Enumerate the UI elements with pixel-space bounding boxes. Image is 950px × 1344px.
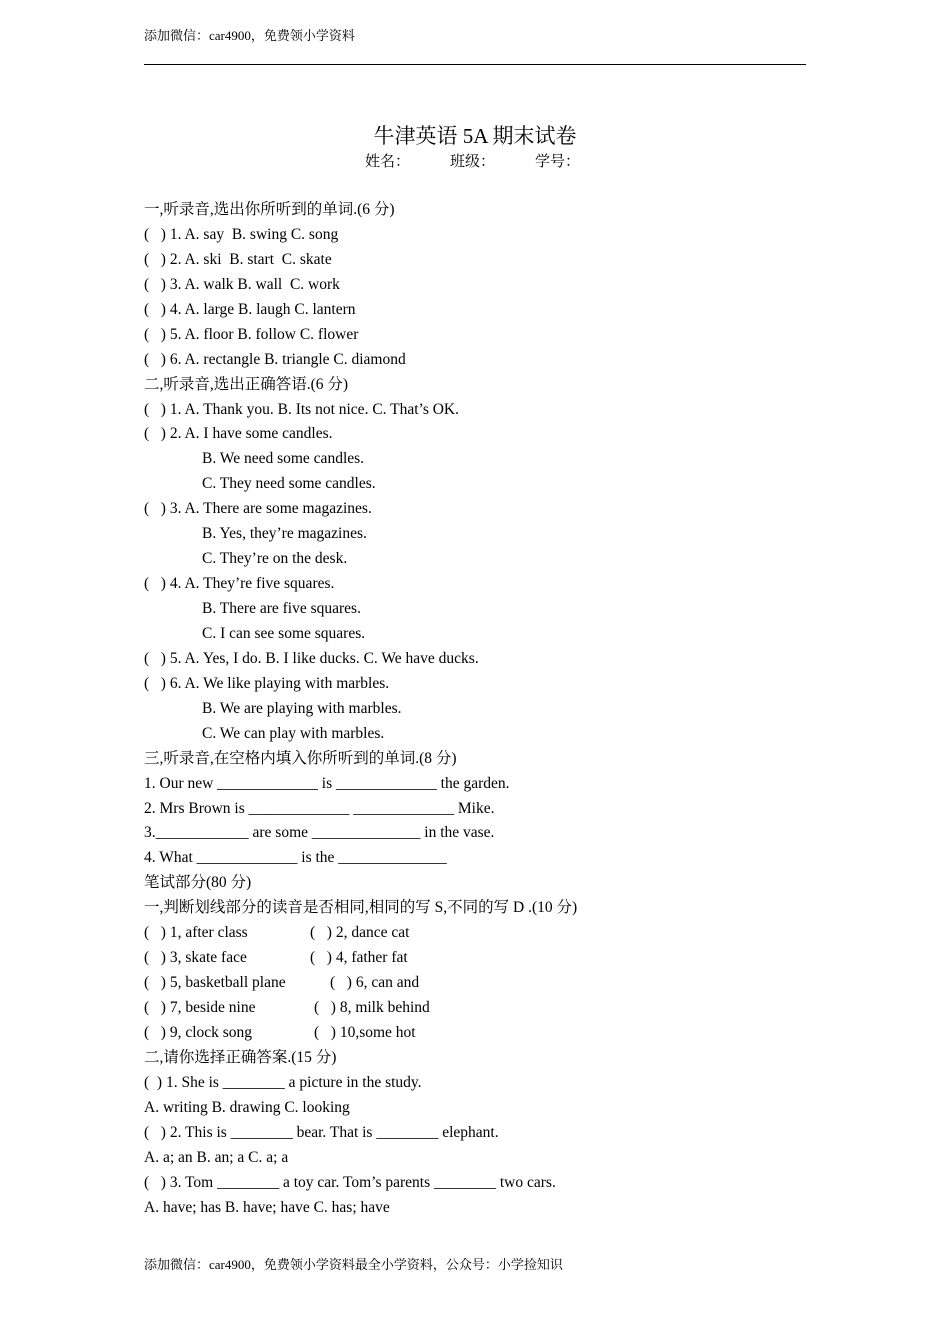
page-title: 牛津英语 5A 期末试卷 (373, 124, 577, 148)
question-line: ( ) 2. A. ski B. start C. skate (144, 250, 332, 268)
class-label: 班级： (450, 154, 496, 170)
judge-row (144, 946, 824, 971)
section-heading: 笔试部分(80 分) (144, 874, 252, 892)
student-info-line (365, 151, 580, 173)
question-line: ( ) 4. A. large B. laugh C. lantern (144, 300, 356, 318)
option-line: C. They’re on the desk. (202, 550, 348, 568)
section-heading: 三,听录音,在空格内填入你所听到的单词.(8 分) (144, 749, 457, 767)
fill-blank-line: 2. Mrs Brown is _____________ _____________ Mike. (144, 799, 495, 817)
judge-row (144, 921, 824, 946)
fill-blank-line: 4. What _____________ is the ______________ (144, 849, 447, 867)
judge-item: ( ) 4, father fat (310, 949, 408, 967)
page-footer: 添加微信：car4900，免费领小学资料最全小学资料，公众号：小学捡知识 (144, 1257, 563, 1272)
section-heading: 一,判断划线部分的读音是否相同,相同的写 S,不同的写 D .(10 分) (144, 899, 578, 917)
number-label: 学号： (535, 154, 581, 170)
options-line: A. a; an B. an; a C. a; a (144, 1148, 289, 1166)
exam-body (144, 198, 824, 1220)
page-header: 添加微信：car4900，免费领小学资料 (144, 28, 355, 43)
option-line: B. We need some candles. (202, 450, 365, 468)
question-line: ( ) 6. A. rectangle B. triangle C. diamond (144, 350, 406, 368)
options-line: A. writing B. drawing C. looking (144, 1098, 350, 1116)
question-line: ( ) 2. This is ________ bear. That is ________ elephant. (144, 1123, 499, 1141)
option-line: B. We are playing with marbles. (202, 699, 402, 717)
section-heading: 一,听录音,选出你所听到的单词.(6 分) (144, 201, 395, 218)
judge-item: ( ) 6, can and (330, 974, 420, 992)
question-line: ( ) 4. A. They’re five squares. (144, 575, 335, 593)
option-line: C. I can see some squares. (202, 624, 366, 642)
question-line: ( ) 1. She is ________ a picture in the study. (144, 1073, 422, 1091)
question-line: ( ) 2. A. I have some candles. (144, 425, 333, 443)
judge-item: ( ) 8, milk behind (314, 999, 430, 1016)
fill-blank-line: 3.____________ are some ______________ in the vase. (144, 824, 495, 842)
question-line: ( ) 3. Tom ________ a toy car. Tom’s parents ________ two cars. (144, 1173, 556, 1191)
judge-row (144, 996, 824, 1021)
option-line: C. We can play with marbles. (202, 724, 385, 742)
question-line: ( ) 1. A. say B. swing C. song (144, 225, 339, 243)
question-line: ( ) 5. A. floor B. follow C. flower (144, 325, 359, 343)
name-label: 姓名： (365, 154, 411, 170)
section-heading: 二,听录音,选出正确答语.(6 分) (144, 375, 349, 393)
judge-item: ( ) 7, beside nine (144, 999, 256, 1016)
question-line: ( ) 3. A. walk B. wall C. work (144, 275, 340, 293)
judge-item: ( ) 9, clock song (144, 1023, 253, 1041)
options-line: A. have; has B. have; have C. has; have (144, 1198, 390, 1216)
option-line: B. There are five squares. (202, 600, 361, 617)
judge-row (144, 971, 824, 996)
option-line: B. Yes, they’re magazines. (202, 525, 367, 543)
question-line: ( ) 3. A. There are some magazines. (144, 500, 372, 518)
question-line: ( ) 5. A. Yes, I do. B. I like ducks. C. We have ducks. (144, 649, 479, 667)
section-heading: 二,请你选择正确答案.(15 分) (144, 1048, 337, 1066)
header-divider (144, 64, 806, 65)
option-line: C. They need some candles. (202, 475, 376, 493)
judge-item: ( ) 10,some hot (314, 1023, 416, 1041)
question-line: ( ) 1. A. Thank you. B. Its not nice. C. That’s OK. (144, 400, 460, 418)
judge-item: ( ) 1, after class (144, 924, 248, 942)
question-line: ( ) 6. A. We like playing with marbles. (144, 674, 390, 692)
judge-item: ( ) 3, skate face (144, 949, 247, 967)
fill-blank-line: 1. Our new _____________ is _____________ the garden. (144, 774, 510, 792)
judge-row (144, 1021, 824, 1046)
judge-item: ( ) 5, basketball plane (144, 974, 286, 992)
judge-item: ( ) 2, dance cat (310, 924, 410, 942)
